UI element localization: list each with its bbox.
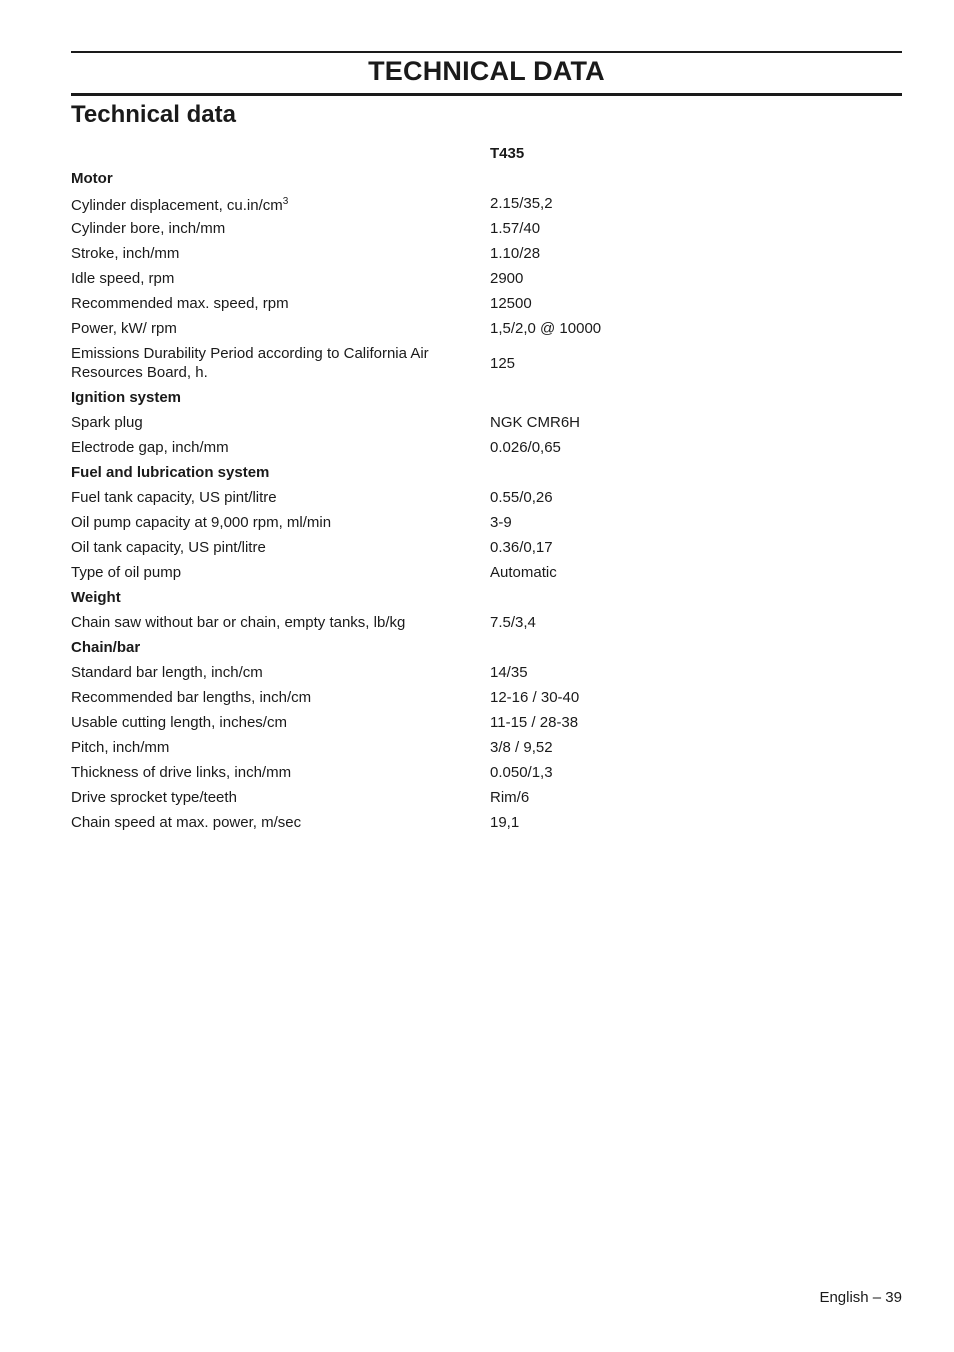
spec-label xyxy=(71,538,490,557)
table-row xyxy=(71,785,771,810)
label-text: Usable cutting length, inches/cm xyxy=(71,714,287,731)
label-text: Chain speed at max. power, m/sec xyxy=(71,814,302,831)
label-text: Recommended bar lengths, inch/cm xyxy=(71,689,312,706)
spec-value: 0.050/1,3 xyxy=(490,764,553,781)
spec-label xyxy=(71,244,490,263)
label-text: Type of oil pump xyxy=(71,564,182,581)
table-group-heading xyxy=(71,385,771,410)
label-text: Thickness of drive links, inch/mm xyxy=(71,764,292,781)
label-text: Ignition system xyxy=(71,389,182,406)
table-row xyxy=(71,435,771,460)
label-text: Cylinder bore, inch/mm xyxy=(71,220,226,237)
table-group-heading xyxy=(71,585,771,610)
group-label xyxy=(71,463,490,482)
spec-value: Automatic xyxy=(490,564,557,581)
group-label xyxy=(71,638,490,657)
label-text: Oil tank capacity, US pint/litre xyxy=(71,539,266,556)
spec-label xyxy=(71,738,490,757)
table-row xyxy=(71,291,771,316)
group-label xyxy=(71,388,490,407)
table-group-heading xyxy=(71,166,771,191)
spec-label xyxy=(71,563,490,582)
label-text: Cylinder displacement, cu.in/cm xyxy=(71,197,283,214)
table-row xyxy=(71,610,771,635)
label-text: Electrode gap, inch/mm xyxy=(71,439,229,456)
table-row xyxy=(71,191,771,216)
spec-value: 14/35 xyxy=(490,664,528,681)
spec-label xyxy=(71,813,490,832)
spec-value: 2900 xyxy=(490,270,524,287)
table-row xyxy=(71,485,771,510)
label-text: Idle speed, rpm xyxy=(71,270,175,287)
table-row xyxy=(71,341,771,385)
group-label xyxy=(71,588,490,607)
spec-label xyxy=(71,413,490,432)
label-text: Emissions Durability Period according to California Air Resources Board, h. xyxy=(71,345,429,381)
spec-value: Rim/6 xyxy=(490,789,530,806)
label-text: Drive sprocket type/teeth xyxy=(71,789,237,806)
spec-label xyxy=(71,219,490,238)
spec-label xyxy=(71,663,490,682)
page-footer: English – 39 xyxy=(819,1289,902,1306)
spec-label xyxy=(71,613,490,632)
label-text: Motor xyxy=(71,170,113,187)
spec-label xyxy=(71,763,490,782)
spec-label xyxy=(71,192,490,215)
unit-superscript: 3 xyxy=(282,196,289,207)
page-banner: TECHNICAL DATA xyxy=(368,56,605,86)
spec-value: 7.5/3,4 xyxy=(490,614,536,631)
table-row xyxy=(71,560,771,585)
label-text: Chain saw without bar or chain, empty tanks, lb/kg xyxy=(71,614,406,631)
group-label xyxy=(71,169,490,188)
spec-value: 2.15/35,2 xyxy=(490,195,553,212)
spec-table xyxy=(71,166,771,835)
table-row xyxy=(71,810,771,835)
spec-value: 0.026/0,65 xyxy=(490,439,561,456)
table-row xyxy=(71,535,771,560)
spec-value: 125 xyxy=(490,354,516,372)
label-text: Standard bar length, inch/cm xyxy=(71,664,263,681)
spec-label xyxy=(71,713,490,732)
spec-label xyxy=(71,269,490,288)
table-group-heading xyxy=(71,460,771,485)
table-row xyxy=(71,410,771,435)
spec-label xyxy=(71,513,490,532)
label-text: Fuel and lubrication system xyxy=(71,464,270,481)
spec-label xyxy=(71,788,490,807)
spec-value: 12-16 / 30-40 xyxy=(490,689,580,706)
label-text: Recommended max. speed, rpm xyxy=(71,295,289,312)
spec-value: 1.10/28 xyxy=(490,245,541,262)
table-row xyxy=(71,241,771,266)
label-text: Power, kW/ rpm xyxy=(71,320,177,337)
spec-value: 0.55/0,26 xyxy=(490,489,553,506)
spec-label xyxy=(71,438,490,457)
label-text: Oil pump capacity at 9,000 rpm, ml/min xyxy=(71,514,332,531)
spec-value: 1.57/40 xyxy=(490,220,541,237)
table-group-heading xyxy=(71,635,771,660)
label-text: Fuel tank capacity, US pint/litre xyxy=(71,489,277,506)
spec-label xyxy=(71,344,490,382)
label-text: Pitch, inch/mm xyxy=(71,739,170,756)
spec-value: 3/8 / 9,52 xyxy=(490,739,553,756)
spec-value: 0.36/0,17 xyxy=(490,539,553,556)
label-text: Spark plug xyxy=(71,414,143,431)
table-row xyxy=(71,266,771,291)
spec-value: 1,5/2,0 @ 10000 xyxy=(490,320,602,337)
table-row xyxy=(71,760,771,785)
label-text: Chain/bar xyxy=(71,639,141,656)
model-column-header: T435 xyxy=(490,145,525,162)
spec-value: 3-9 xyxy=(490,514,512,531)
spec-label xyxy=(71,319,490,338)
table-row xyxy=(71,510,771,535)
section-title: Technical data xyxy=(71,101,236,128)
spec-label xyxy=(71,488,490,507)
spec-value: 12500 xyxy=(490,295,532,312)
spec-value: NGK CMR6H xyxy=(490,414,581,431)
label-text: Stroke, inch/mm xyxy=(71,245,180,262)
banner-bottom-rule xyxy=(71,93,902,96)
table-row xyxy=(71,216,771,241)
table-row xyxy=(71,735,771,760)
spec-value: 11-15 / 28-38 xyxy=(490,714,579,731)
table-row xyxy=(71,710,771,735)
table-row xyxy=(71,660,771,685)
spec-label xyxy=(71,294,490,313)
spec-value: 19,1 xyxy=(490,814,520,831)
spec-label xyxy=(71,688,490,707)
table-row xyxy=(71,685,771,710)
label-text: Weight xyxy=(71,589,121,606)
table-row xyxy=(71,316,771,341)
